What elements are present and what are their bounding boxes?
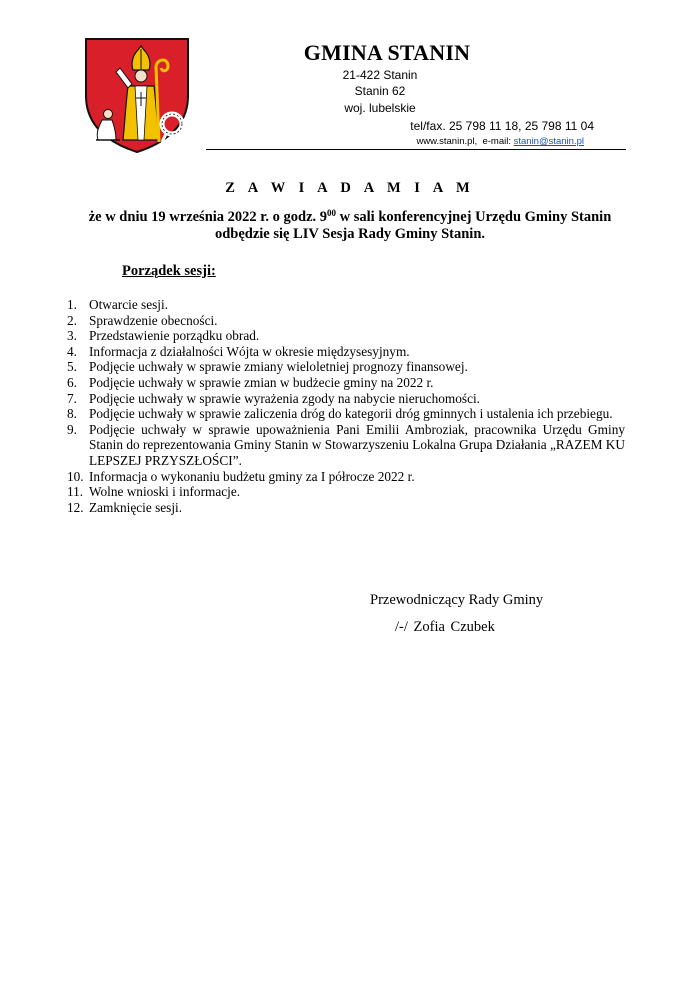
- agenda-item-number: 10.: [67, 468, 84, 484]
- agenda-item-text: Informacja z działalności Wójta w okresie międzysesyjnym.: [89, 343, 410, 359]
- agenda-item: [67, 469, 625, 485]
- organization-name: GMINA STANIN: [303, 40, 471, 65]
- signature-title: Przewodniczący Rady Gminy: [370, 592, 544, 608]
- agenda-item-text: Podjęcie uchwały w sprawie wyrażenia zgody na nabycie nieruchomości.: [89, 390, 481, 406]
- notice-title: Z A W I A D A M I A M: [225, 180, 475, 196]
- contact-line: [200, 136, 628, 147]
- agenda-item-number: 8.: [67, 406, 77, 422]
- agenda-list: [67, 297, 625, 515]
- header-divider: [206, 149, 626, 150]
- time-superscript: 00: [327, 208, 337, 218]
- agenda-item: [67, 313, 625, 329]
- email-label: e-mail:: [482, 136, 511, 147]
- agenda-item-text: Przedstawienie porządku obrad.: [89, 328, 260, 344]
- agenda-item: [67, 500, 625, 516]
- street-address: Stanin 62: [354, 84, 406, 98]
- agenda-item: [67, 391, 625, 407]
- agenda-item-text: Podjęcie uchwały w sprawie zaliczenia dróg do kategorii dróg gminnych i ustalenia ich przebiegu.: [89, 406, 613, 422]
- agenda-item-number: 4.: [67, 343, 77, 359]
- agenda-item-number: 6.: [67, 374, 77, 390]
- agenda-item-text: Podjęcie uchwały w sprawie upoważnienia Pani Emilii Ambroziak, pracownika Urzędu Gminy Stanin do reprezentowania Gminy Stanin w Stowarzyszeniu Lokalna Grupa Działania „RAZEM KU LEPSZEJ PRZYSZŁOŚCI”.: [89, 421, 625, 468]
- agenda-item-text: Podjęcie uchwały w sprawie zmiany wieloletniej prognozy finansowej.: [89, 359, 468, 375]
- agenda-item: [67, 359, 625, 375]
- agenda-item-text: Wolne wnioski i informacje.: [89, 484, 241, 500]
- agenda-heading: Porządek sesji:: [122, 263, 216, 279]
- agenda-item-text: Podjęcie uchwały w sprawie zmian w budżecie gminy na 2022 r.: [89, 374, 434, 390]
- agenda-item-number: 2.: [67, 312, 77, 328]
- agenda-item-text: Informacja o wykonaniu budżetu gminy za I półrocze 2022 r.: [89, 468, 415, 484]
- agenda-item: [67, 406, 625, 422]
- agenda-item: [67, 484, 625, 500]
- website-link[interactable]: www.stanin.pl,: [416, 136, 478, 147]
- agenda-item: [67, 375, 625, 391]
- agenda-item: [67, 328, 625, 344]
- notice-intro: że w dniu 19 września 2022 r. o godz. $9^{00}$ w sali konferencyjnej Urzędu Gminy Stanin odbędzie się LIV Sesja Rady Gminy Stanin.: [88, 208, 612, 242]
- agenda-item: [67, 297, 625, 313]
- phone-fax: tel/fax. 25 798 11 18, 25 798 11 04: [410, 119, 594, 133]
- agenda-item-text: Sprawdzenie obecności.: [89, 312, 218, 328]
- agenda-item-number: 12.: [67, 499, 84, 515]
- agenda-item-number: 11.: [67, 484, 84, 500]
- agenda-item-text: Zamknięcie sesji.: [89, 499, 183, 515]
- agenda-item-number: 5.: [67, 359, 77, 375]
- postal-code: 21-422 Stanin: [342, 68, 418, 82]
- agenda-item-number: 1.: [67, 297, 77, 312]
- agenda-item-number: 3.: [67, 328, 77, 344]
- agenda-item-number: 9.: [67, 421, 77, 437]
- coat-of-arms-logo: [82, 36, 192, 154]
- signature-name: /-/ Zofia Czubek: [395, 619, 495, 635]
- region: woj. lubelskie: [344, 101, 416, 115]
- agenda-item: [67, 344, 625, 360]
- agenda-item-number: 7.: [67, 390, 77, 406]
- agenda-item-text: Otwarcie sesji.: [89, 297, 169, 312]
- agenda-item: [67, 422, 625, 469]
- email-link[interactable]: stanin@stanin.pl: [513, 136, 584, 147]
